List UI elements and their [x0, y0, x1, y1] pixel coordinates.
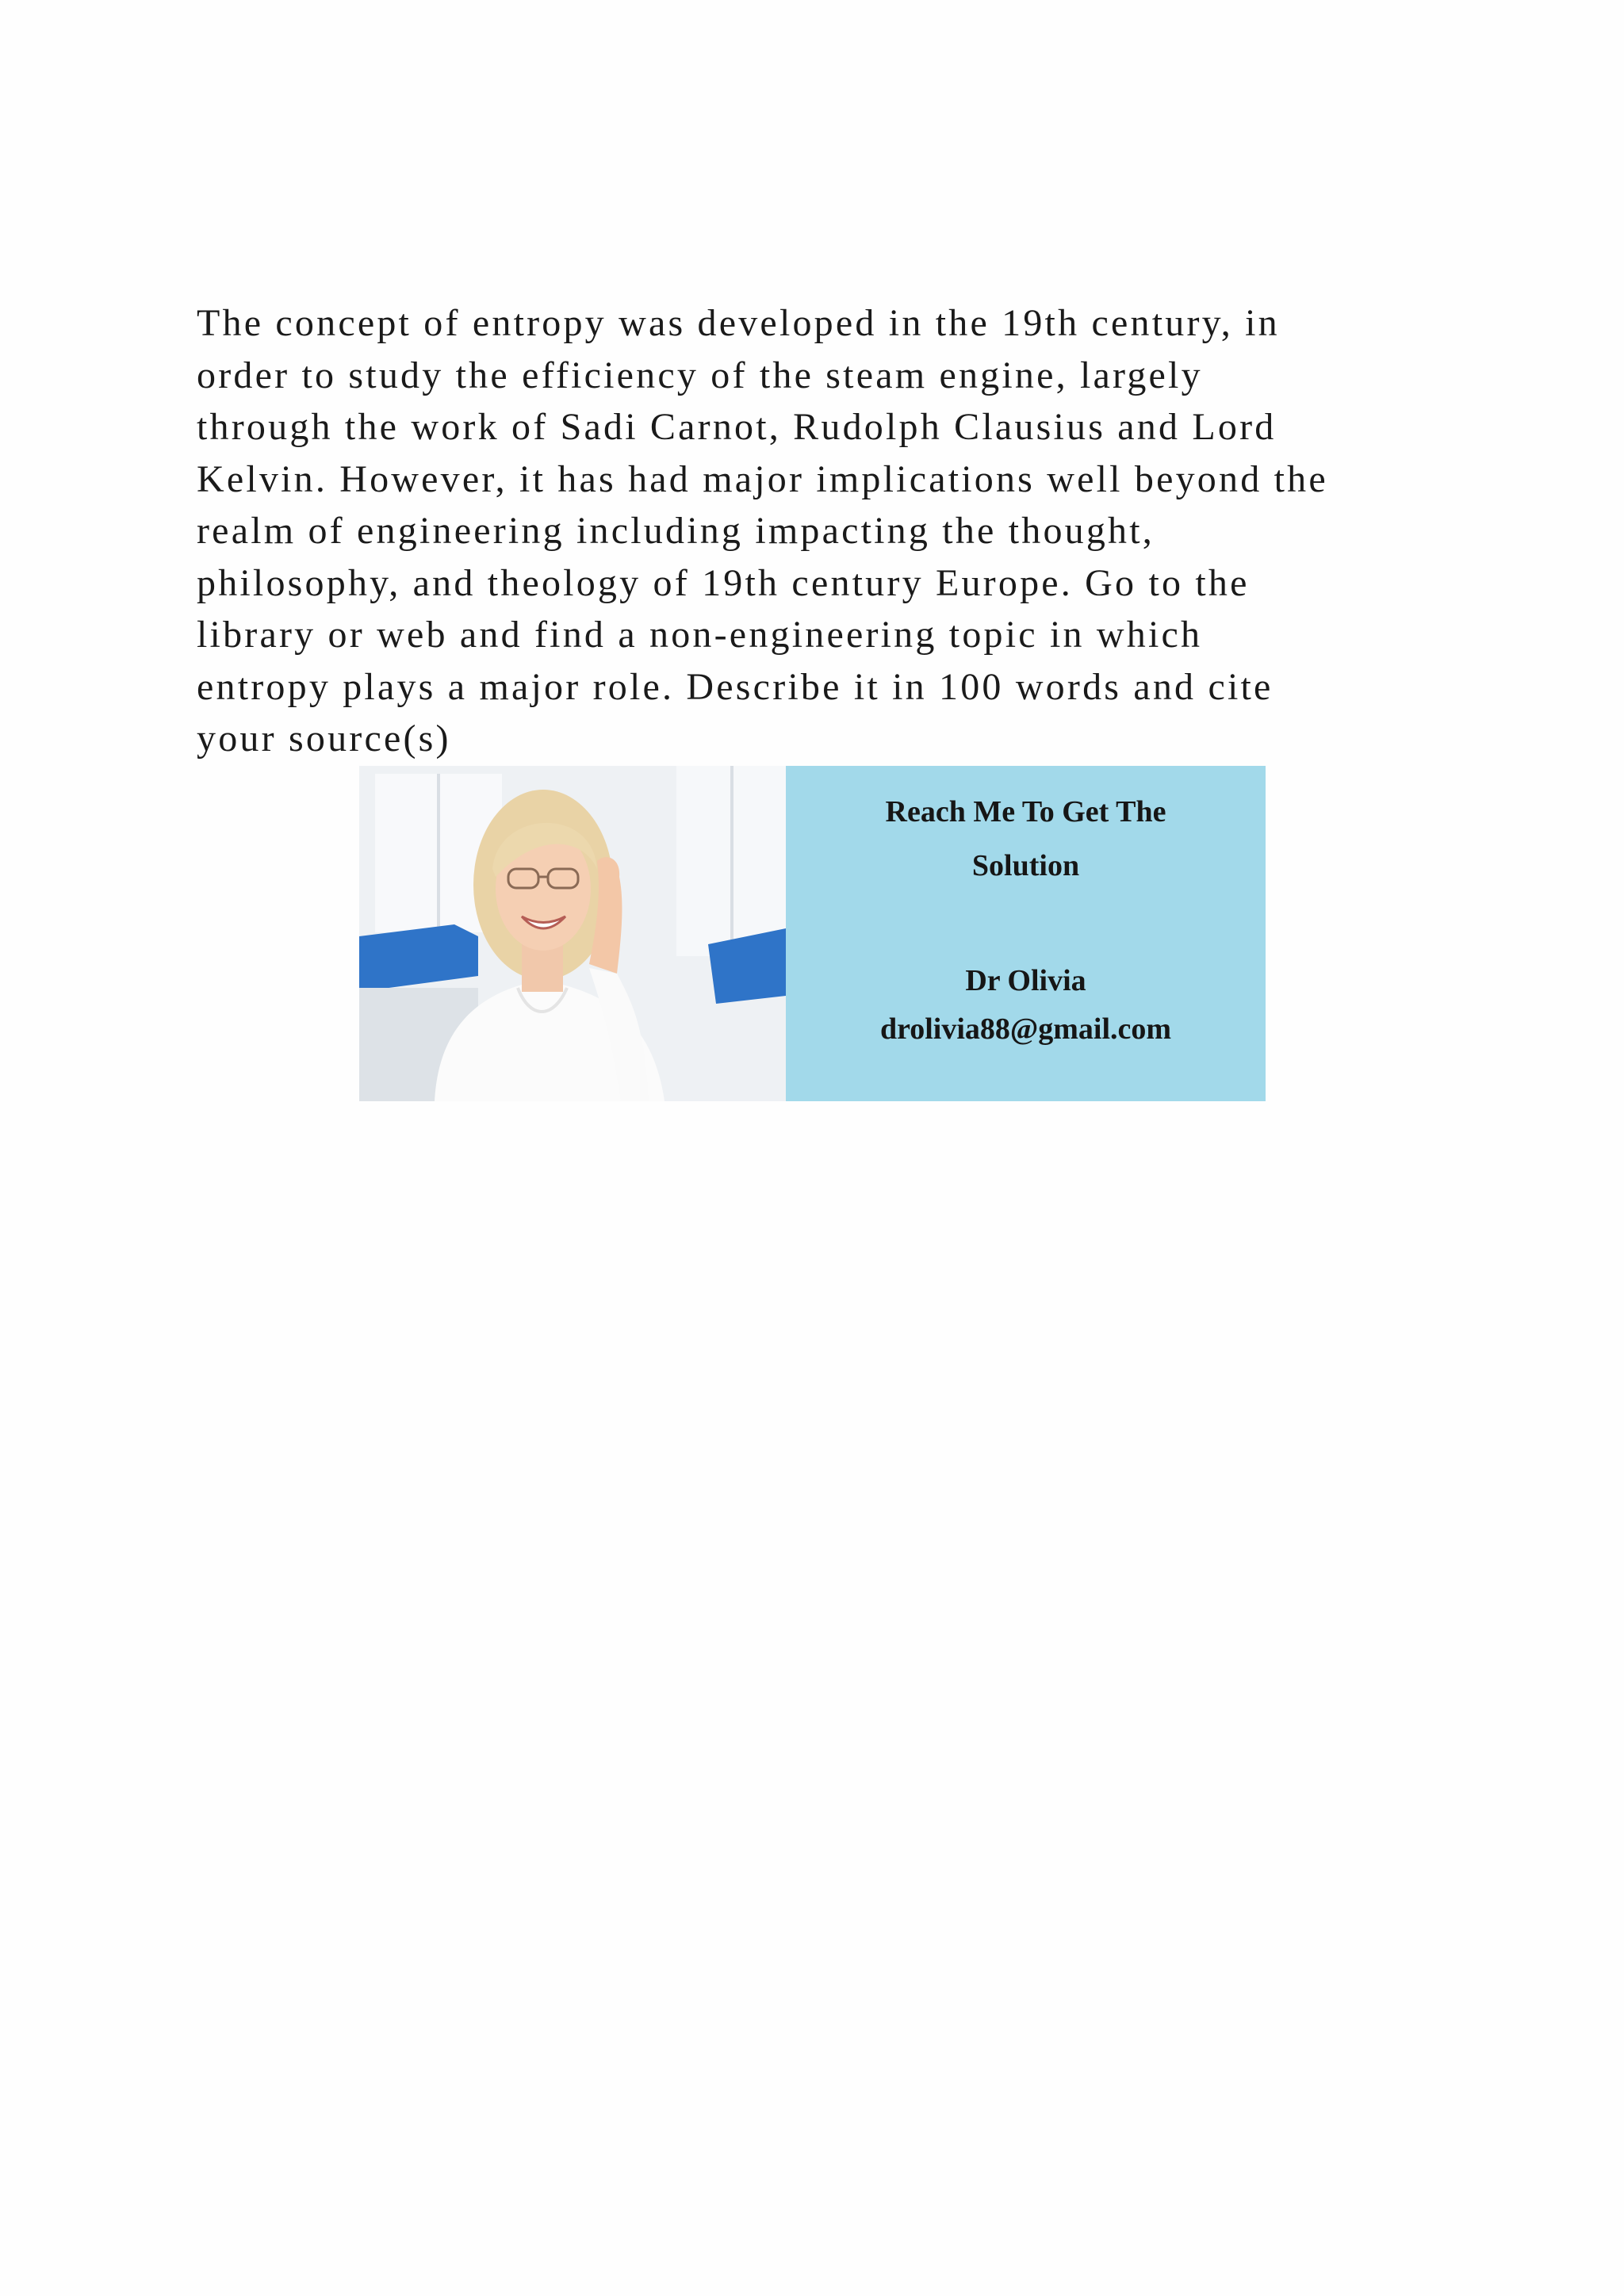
contact-banner — [359, 766, 1266, 1101]
banner-heading-line2: Solution — [971, 849, 1080, 882]
banner-heading-line1: Reach Me To Get The — [885, 795, 1166, 828]
woman-with-glasses-photo — [359, 766, 786, 1101]
question-text: The concept of entropy was developed in the 19th century, in order to study the efficiency of the steam engine, largely through the work of Sadi Carnot, Rudolph Clausius and Lord Kelvin. However, it has had major implications well beyond the realm of engineering including impacting the thought, philosophy, and theology of 19th century Europe. Go to the library or web and find a non-engineering topic in which entropy plays a major role. Describe it in 100 words and cite your source(s) — [197, 302, 1328, 760]
contact-name: Dr Olivia — [965, 964, 1086, 997]
contact-panel — [786, 766, 1266, 1101]
contact-email: drolivia88@gmail.com — [879, 1012, 1172, 1046]
